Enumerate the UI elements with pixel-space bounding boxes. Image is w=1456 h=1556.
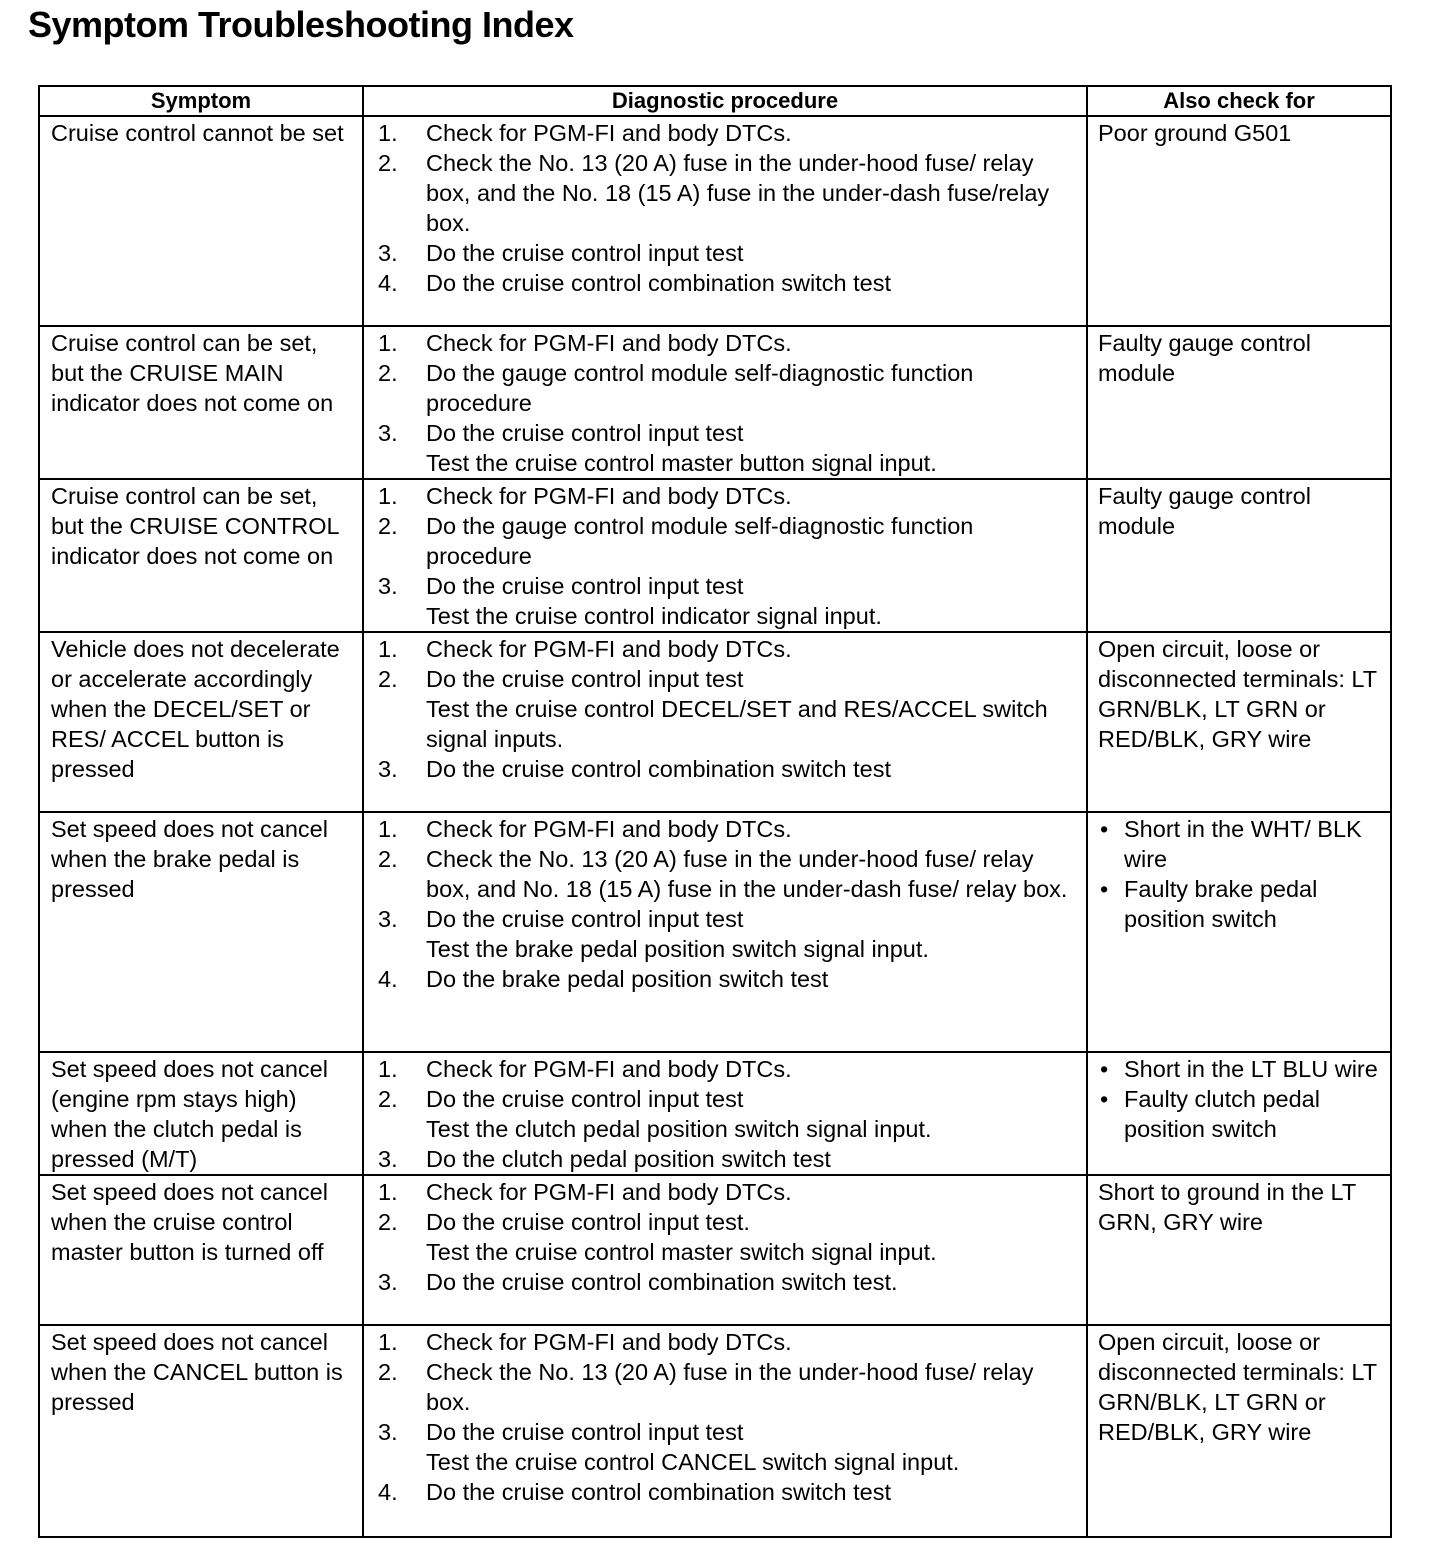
step-line: Check for PGM-FI and body DTCs. xyxy=(426,636,792,662)
also-check-list xyxy=(1098,814,1386,934)
step-number: 2. xyxy=(378,846,398,872)
step-number: 3. xyxy=(378,756,398,782)
step-body xyxy=(426,1177,1080,1207)
also-check-column-header: Also check for xyxy=(1087,86,1391,116)
symptom-cell: Cruise control can be set, but the CRUISE CONTROL indicator does not come on xyxy=(39,479,363,632)
step-number: 3. xyxy=(378,1419,398,1445)
procedure-steps xyxy=(378,481,1080,631)
also-check-text: Faulty gauge control module xyxy=(1098,483,1311,539)
step-body xyxy=(426,1477,1080,1507)
bullet-icon: • xyxy=(1100,876,1109,902)
step-body xyxy=(426,148,1080,238)
step-body xyxy=(426,664,1080,754)
procedure-step xyxy=(378,1327,1080,1357)
step-body xyxy=(426,511,1080,571)
procedure-cell xyxy=(363,632,1087,812)
troubleshooting-table xyxy=(38,85,1392,1538)
step-number: 1. xyxy=(378,120,398,146)
step-number: 1. xyxy=(378,1179,398,1205)
step-line: Do the cruise control input test xyxy=(426,1419,744,1445)
procedure-step xyxy=(378,964,1080,994)
procedure-steps xyxy=(378,328,1080,478)
step-body xyxy=(426,844,1080,904)
also-check-text: Faulty gauge control module xyxy=(1098,330,1311,386)
step-line: Check the No. 13 (20 A) fuse in the under-hood fuse/ relay box, and No. 18 (15 A) fuse in the under-dash fuse/ relay box. xyxy=(426,846,1068,902)
step-number: 1. xyxy=(378,636,398,662)
step-number: 1. xyxy=(378,483,398,509)
procedure-step xyxy=(378,1207,1080,1267)
step-body xyxy=(426,328,1080,358)
step-number: 1. xyxy=(378,1329,398,1355)
procedure-cell xyxy=(363,479,1087,632)
step-line: Test the cruise control master switch signal input. xyxy=(426,1239,937,1265)
step-line: Check for PGM-FI and body DTCs. xyxy=(426,816,792,842)
also-check-cell xyxy=(1087,1325,1391,1537)
also-check-text: Short in the WHT/ BLK wire xyxy=(1124,816,1362,872)
procedure-step xyxy=(378,1054,1080,1084)
procedure-cell xyxy=(363,326,1087,479)
step-number: 3. xyxy=(378,906,398,932)
step-number: 1. xyxy=(378,1056,398,1082)
step-line: Check the No. 13 (20 A) fuse in the under-hood fuse/ relay box. xyxy=(426,1359,1034,1415)
procedure-step xyxy=(378,814,1080,844)
step-body xyxy=(426,1267,1080,1297)
step-line: Do the cruise control combination switch test. xyxy=(426,1269,898,1295)
table-header-row xyxy=(39,86,1391,116)
step-number: 2. xyxy=(378,513,398,539)
step-body xyxy=(426,238,1080,268)
step-body xyxy=(426,1084,1080,1144)
procedure-step xyxy=(378,148,1080,238)
procedure-steps xyxy=(378,1054,1080,1174)
step-number: 4. xyxy=(378,1479,398,1505)
procedure-step xyxy=(378,358,1080,418)
table-row xyxy=(39,1052,1391,1175)
step-line: Do the cruise control combination switch test xyxy=(426,270,891,296)
procedure-step xyxy=(378,418,1080,478)
symptom-cell: Set speed does not cancel when the CANCEL button is pressed xyxy=(39,1325,363,1537)
step-body xyxy=(426,418,1080,478)
also-check-text: Open circuit, loose or disconnected terminals: LT GRN/BLK, LT GRN or RED/BLK, GRY wire xyxy=(1098,636,1377,752)
also-check-text: Faulty brake pedal position switch xyxy=(1124,876,1318,932)
table-body xyxy=(39,116,1391,1537)
also-check-cell xyxy=(1087,479,1391,632)
step-number: 1. xyxy=(378,816,398,842)
step-number: 3. xyxy=(378,573,398,599)
step-number: 2. xyxy=(378,666,398,692)
step-body xyxy=(426,1417,1080,1477)
step-line: Check for PGM-FI and body DTCs. xyxy=(426,1329,792,1355)
step-number: 2. xyxy=(378,1086,398,1112)
step-line: Test the cruise control DECEL/SET and RES/ACCEL switch signal inputs. xyxy=(426,696,1048,752)
procedure-column-header: Diagnostic procedure xyxy=(363,86,1087,116)
also-check-list xyxy=(1098,1054,1386,1144)
procedure-step xyxy=(378,268,1080,298)
step-body xyxy=(426,358,1080,418)
step-line: Do the cruise control input test xyxy=(426,573,744,599)
step-body xyxy=(426,571,1080,631)
step-line: Do the clutch pedal position switch test xyxy=(426,1146,831,1172)
also-check-text: Faulty clutch pedal position switch xyxy=(1124,1086,1320,1142)
procedure-step xyxy=(378,328,1080,358)
step-body xyxy=(426,904,1080,964)
step-line: Check the No. 13 (20 A) fuse in the under-hood fuse/ relay box, and the No. 18 (15 A) fuse in the under-dash fuse/relay box. xyxy=(426,150,1050,236)
procedure-step xyxy=(378,904,1080,964)
also-check-cell xyxy=(1087,812,1391,1052)
procedure-cell xyxy=(363,1325,1087,1537)
step-line: Do the cruise control input test xyxy=(426,906,744,932)
also-check-text: Open circuit, loose or disconnected terminals: LT GRN/BLK, LT GRN or RED/BLK, GRY wire xyxy=(1098,1329,1377,1445)
step-number: 2. xyxy=(378,150,398,176)
procedure-cell xyxy=(363,1175,1087,1325)
procedure-step xyxy=(378,1084,1080,1144)
procedure-step xyxy=(378,844,1080,904)
also-check-item xyxy=(1098,874,1386,934)
step-body xyxy=(426,268,1080,298)
step-number: 3. xyxy=(378,1146,398,1172)
also-check-item xyxy=(1098,814,1386,874)
table-row xyxy=(39,812,1391,1052)
step-line: Do the cruise control input test xyxy=(426,420,744,446)
step-line: Do the brake pedal position switch test xyxy=(426,966,829,992)
bullet-icon: • xyxy=(1100,816,1109,842)
procedure-cell xyxy=(363,812,1087,1052)
also-check-text: Short to ground in the LT GRN, GRY wire xyxy=(1098,1179,1356,1235)
step-line: Check for PGM-FI and body DTCs. xyxy=(426,120,792,146)
symptom-cell: Vehicle does not decelerate or accelerate accordingly when the DECEL/SET or RES/ ACCEL button is pressed xyxy=(39,632,363,812)
also-check-cell xyxy=(1087,326,1391,479)
procedure-step xyxy=(378,481,1080,511)
also-check-cell xyxy=(1087,116,1391,326)
also-check-text: Short in the LT BLU wire xyxy=(1124,1056,1378,1082)
symptom-cell: Cruise control can be set, but the CRUISE MAIN indicator does not come on xyxy=(39,326,363,479)
procedure-step xyxy=(378,1177,1080,1207)
step-line: Do the gauge control module self-diagnostic function procedure xyxy=(426,360,974,416)
symptom-cell: Set speed does not cancel (engine rpm stays high) when the clutch pedal is pressed (M/T) xyxy=(39,1052,363,1175)
symptom-cell: Set speed does not cancel when the brake pedal is pressed xyxy=(39,812,363,1052)
procedure-steps xyxy=(378,118,1080,298)
procedure-steps xyxy=(378,634,1080,784)
step-body xyxy=(426,118,1080,148)
step-line: Do the cruise control input test xyxy=(426,240,744,266)
also-check-item xyxy=(1098,1054,1386,1084)
table-row xyxy=(39,632,1391,812)
step-number: 3. xyxy=(378,420,398,446)
bullet-icon: • xyxy=(1100,1056,1109,1082)
step-line: Check for PGM-FI and body DTCs. xyxy=(426,1056,792,1082)
step-number: 2. xyxy=(378,1359,398,1385)
step-line: Do the cruise control combination switch test xyxy=(426,1479,891,1505)
procedure-step xyxy=(378,1144,1080,1174)
procedure-steps xyxy=(378,1177,1080,1297)
symptom-column-header: Symptom xyxy=(39,86,363,116)
table-row xyxy=(39,326,1391,479)
procedure-cell xyxy=(363,116,1087,326)
step-body xyxy=(426,1357,1080,1417)
step-line: Check for PGM-FI and body DTCs. xyxy=(426,330,792,356)
procedure-step xyxy=(378,754,1080,784)
procedure-step xyxy=(378,118,1080,148)
step-number: 3. xyxy=(378,1269,398,1295)
symptom-cell: Set speed does not cancel when the cruise control master button is turned off xyxy=(39,1175,363,1325)
step-body xyxy=(426,1327,1080,1357)
step-number: 1. xyxy=(378,330,398,356)
step-body xyxy=(426,964,1080,994)
step-number: 4. xyxy=(378,966,398,992)
step-line: Do the cruise control input test xyxy=(426,1086,744,1112)
table-row xyxy=(39,1325,1391,1537)
procedure-step xyxy=(378,1267,1080,1297)
step-body xyxy=(426,481,1080,511)
step-body xyxy=(426,814,1080,844)
step-line: Do the cruise control combination switch test xyxy=(426,756,891,782)
step-line: Test the cruise control master button signal input. xyxy=(426,450,937,476)
procedure-step xyxy=(378,238,1080,268)
procedure-step xyxy=(378,664,1080,754)
procedure-step xyxy=(378,634,1080,664)
also-check-item xyxy=(1098,1084,1386,1144)
procedure-step xyxy=(378,1477,1080,1507)
also-check-cell xyxy=(1087,632,1391,812)
page-title: Symptom Troubleshooting Index xyxy=(28,4,574,45)
also-check-cell xyxy=(1087,1175,1391,1325)
step-line: Test the clutch pedal position switch signal input. xyxy=(426,1116,932,1142)
step-line: Do the cruise control input test xyxy=(426,666,744,692)
procedure-cell xyxy=(363,1052,1087,1175)
table-row xyxy=(39,116,1391,326)
step-line: Test the brake pedal position switch signal input. xyxy=(426,936,929,962)
step-number: 2. xyxy=(378,1209,398,1235)
procedure-steps xyxy=(378,814,1080,994)
bullet-icon: • xyxy=(1100,1086,1109,1112)
step-body xyxy=(426,754,1080,784)
step-body xyxy=(426,1054,1080,1084)
step-number: 3. xyxy=(378,240,398,266)
step-line: Do the gauge control module self-diagnostic function procedure xyxy=(426,513,974,569)
procedure-step xyxy=(378,1417,1080,1477)
procedure-steps xyxy=(378,1327,1080,1507)
procedure-step xyxy=(378,1357,1080,1417)
step-line: Check for PGM-FI and body DTCs. xyxy=(426,1179,792,1205)
also-check-cell xyxy=(1087,1052,1391,1175)
table-row xyxy=(39,479,1391,632)
step-line: Check for PGM-FI and body DTCs. xyxy=(426,483,792,509)
step-line: Test the cruise control CANCEL switch signal input. xyxy=(426,1449,960,1475)
step-body xyxy=(426,634,1080,664)
also-check-text: Poor ground G501 xyxy=(1098,120,1292,146)
step-line: Test the cruise control indicator signal input. xyxy=(426,603,882,629)
step-number: 2. xyxy=(378,360,398,386)
symptom-cell: Cruise control cannot be set xyxy=(39,116,363,326)
step-number: 4. xyxy=(378,270,398,296)
step-body xyxy=(426,1144,1080,1174)
table-row xyxy=(39,1175,1391,1325)
procedure-step xyxy=(378,571,1080,631)
step-body xyxy=(426,1207,1080,1267)
procedure-step xyxy=(378,511,1080,571)
step-line: Do the cruise control input test. xyxy=(426,1209,750,1235)
